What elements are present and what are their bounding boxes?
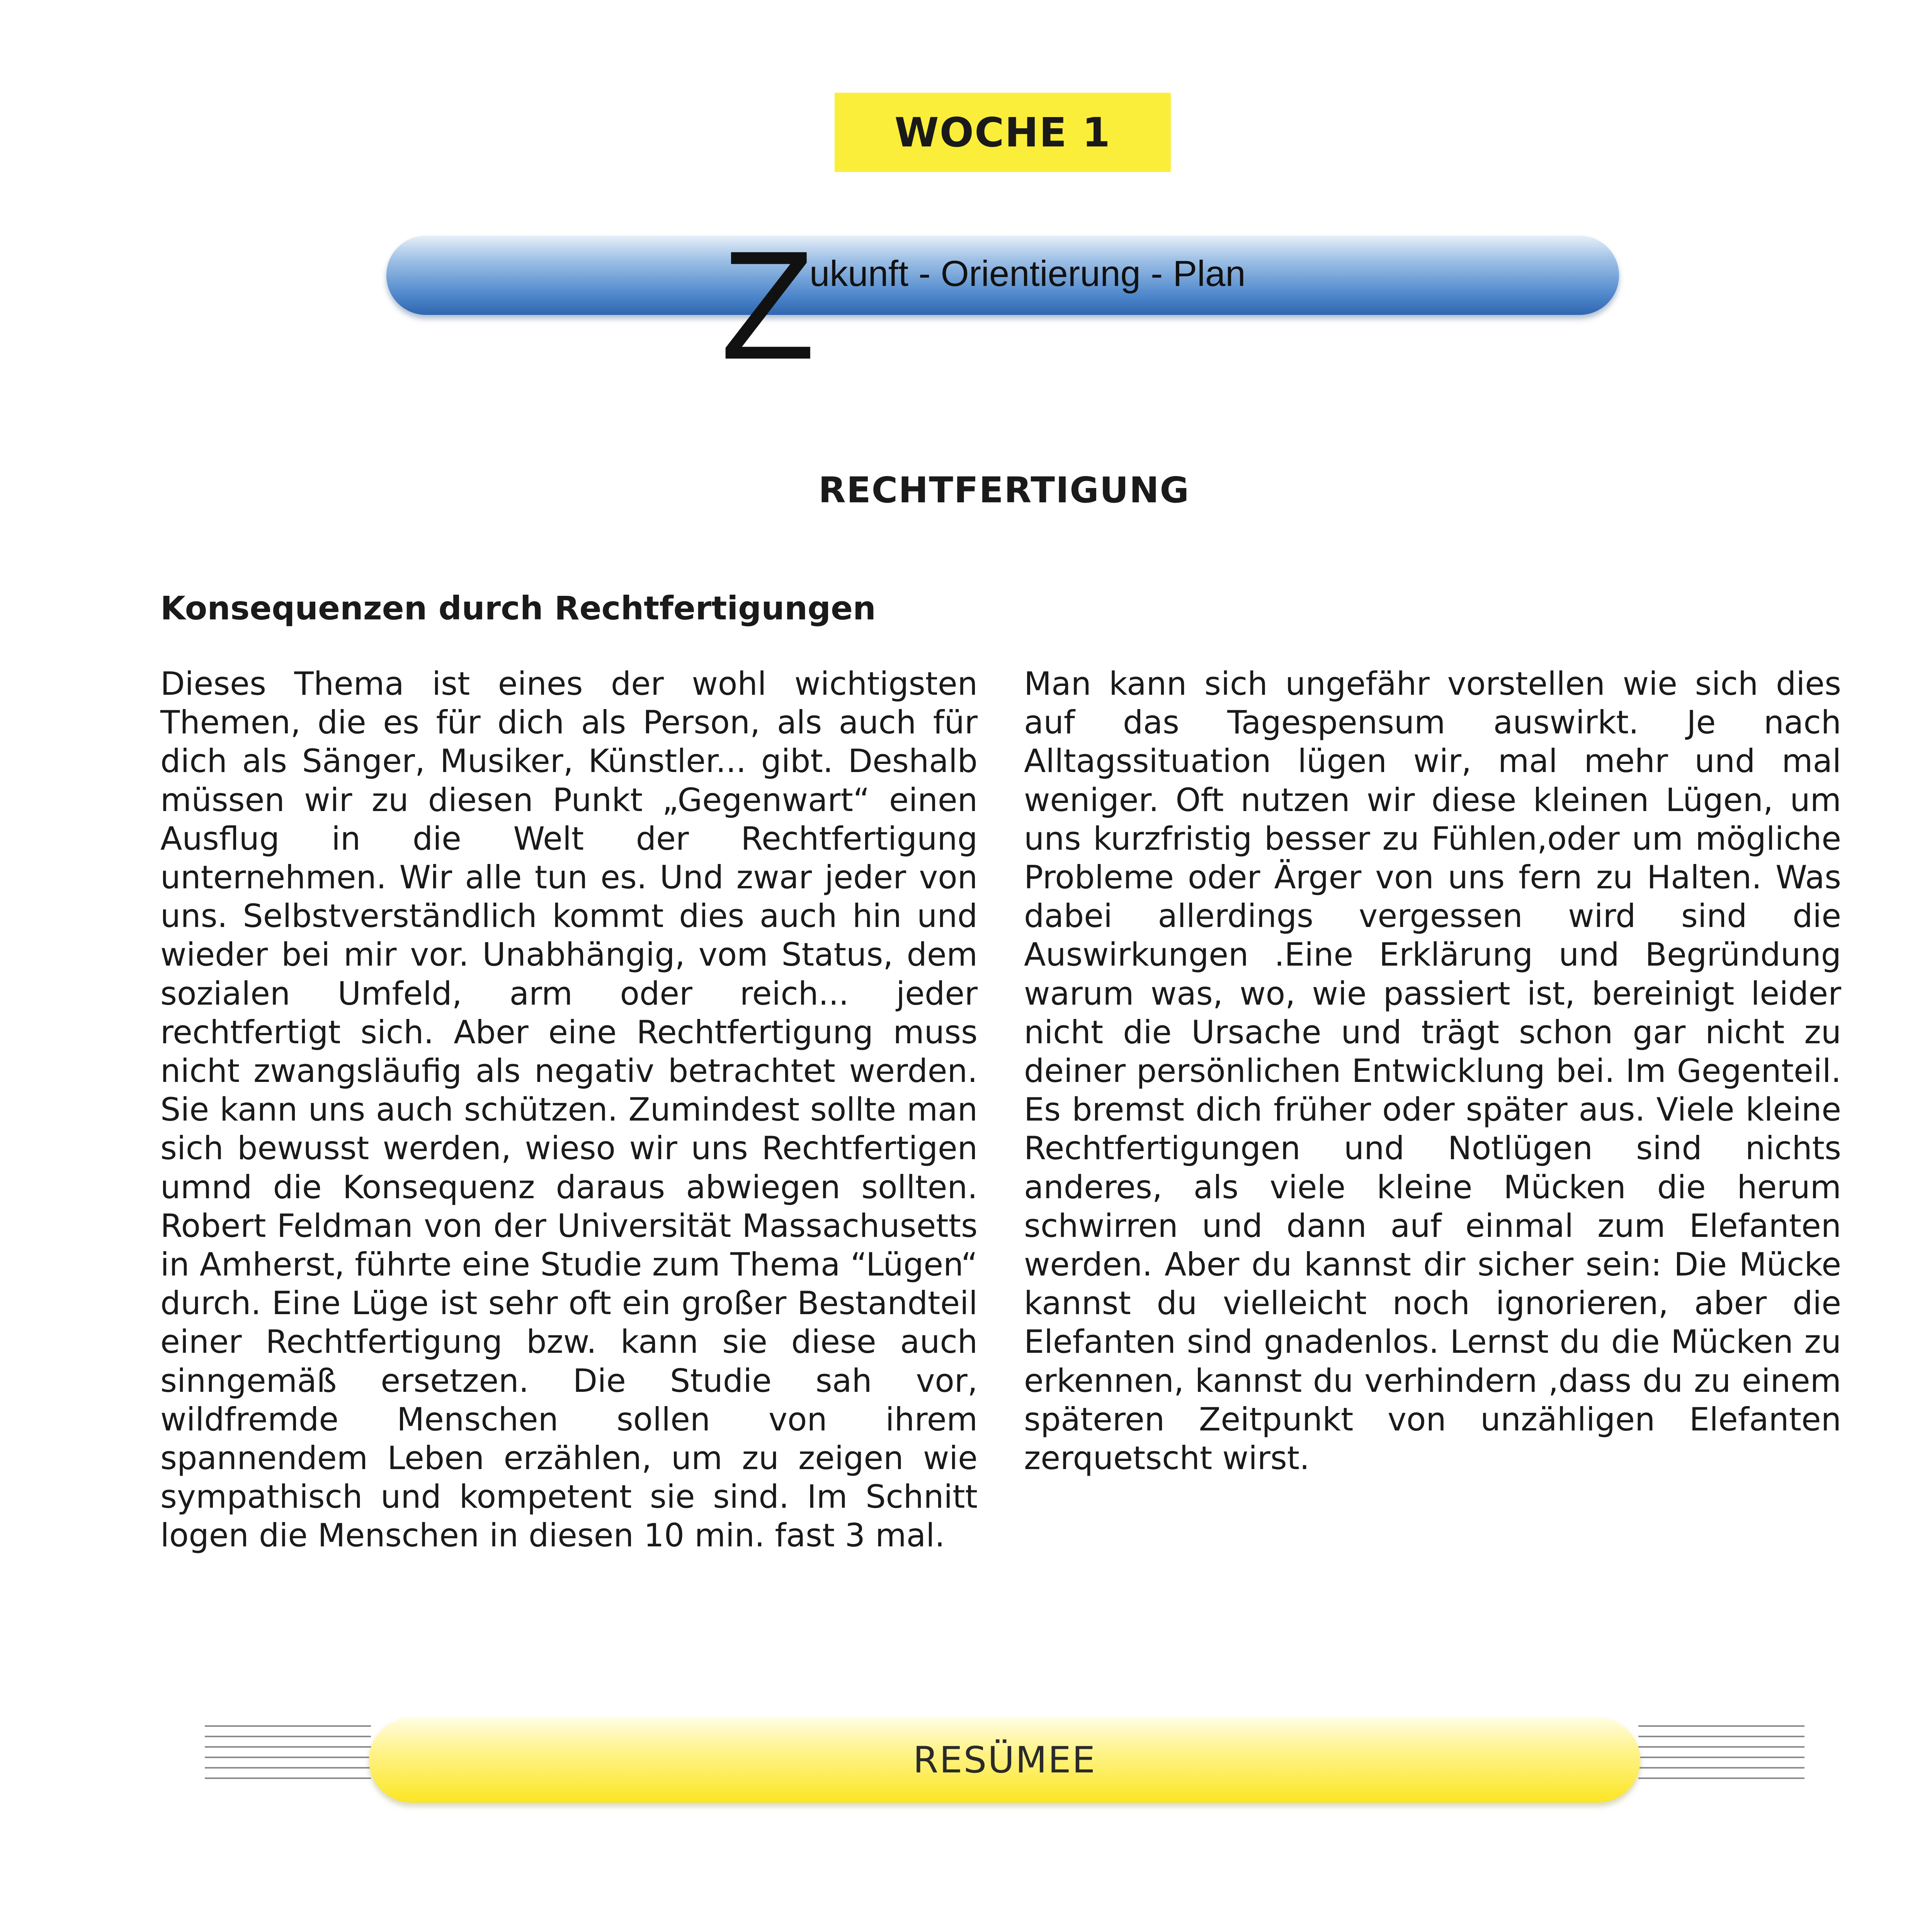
resumee-banner xyxy=(369,1718,1640,1803)
chapter-banner-title: ukunft - Orientierung - Plan xyxy=(810,253,1246,294)
subheading: Konsequenzen durch Rechtfertigungen xyxy=(160,589,876,627)
body-column-left xyxy=(160,665,978,1555)
body-column-right xyxy=(1024,665,1841,1478)
week-badge xyxy=(835,93,1171,172)
section-title: RECHTFERTIGUNG xyxy=(818,469,1190,511)
body-paragraph-left: Dieses Thema ist eines der wohl wichtigsten Themen, die es für dich als Person, als auch für dich als Sänger, Musiker, Künstler... gibt. Deshalb müssen wir zu diesen Punkt „Gegenwart“ einen Ausflug in die Welt der Rechtfertigung unternehmen. Wir alle tun es. Und zwar jeder von uns. Selbstverständlich kommt dies auch hin und wieder bei mir vor. Unabhängig, vom Status, dem sozialen Umfeld, arm oder reich... jeder rechtfertigt sich. Aber eine Rechtfertigung muss nicht zwangsläufig als negativ betrachtet werden. Sie kann uns auch schützen. Zumindest sollte man sich bewusst werden, wieso wir uns Rechtfertigen umnd die Konsequenz daraus abwiegen sollten. Robert Feldman von der Universität Massachusetts in Amherst, führte eine Studie zum Thema “Lügen“ durch. Eine Lüge ist sehr oft ein großer Bestandteil einer Rechtfertigung bzw. kann sie diese auch sinngemäß ersetzen. Die Studie sah vor, wildfremde Menschen sollen von ihrem spannendem Leben erzählen, um zu zeigen wie sympathisch und kompetent sie sind. Im Schnitt logen die Menschen in diesen 10 min. fast 3 mal. xyxy=(160,665,978,1554)
week-label: WOCHE 1 xyxy=(894,109,1111,156)
decorative-lines-right xyxy=(1638,1725,1804,1789)
body-paragraph-right: Man kann sich ungefähr vorstellen wie sich dies auf das Tagespensum auswirkt. Je nach Alltagssituation lügen wir, mal mehr und mal weniger. Oft nutzen wir diese kleinen Lügen, um uns kurzfristig besser zu Fühlen,oder um mögliche Probleme oder Ärger von uns fern zu Halten. Was dabei allerdings vergessen wird sind die Auswirkungen .Eine Erklärung und Begründung warum was, wo, wie passiert ist, bereinigt leider nicht die Ursache und trägt schon gar nicht zu deiner persönlichen Entwicklung bei. Im Gegenteil. Es bremst dich früher oder später aus. Viele kleine Rechtfertigungen und Notlügen sind nichts anderes, als viele kleine Mücken die herum schwirren und dann auf einmal zum Elefanten werden. Aber du kannst dir sicher sein: Die Mücke kannst du vielleicht noch ignorieren, aber die Elefanten sind gnadenlos. Lernst du die Mücken zu erkennen, kannst du verhindern ,dass du zu einem späteren Zeitpunkt von unzähligen Elefanten zerquetscht wirst. xyxy=(1024,665,1841,1477)
resumee-label: RESÜMEE xyxy=(913,1739,1097,1781)
chapter-banner-initial: Z xyxy=(721,219,815,391)
decorative-lines-left xyxy=(205,1725,371,1789)
